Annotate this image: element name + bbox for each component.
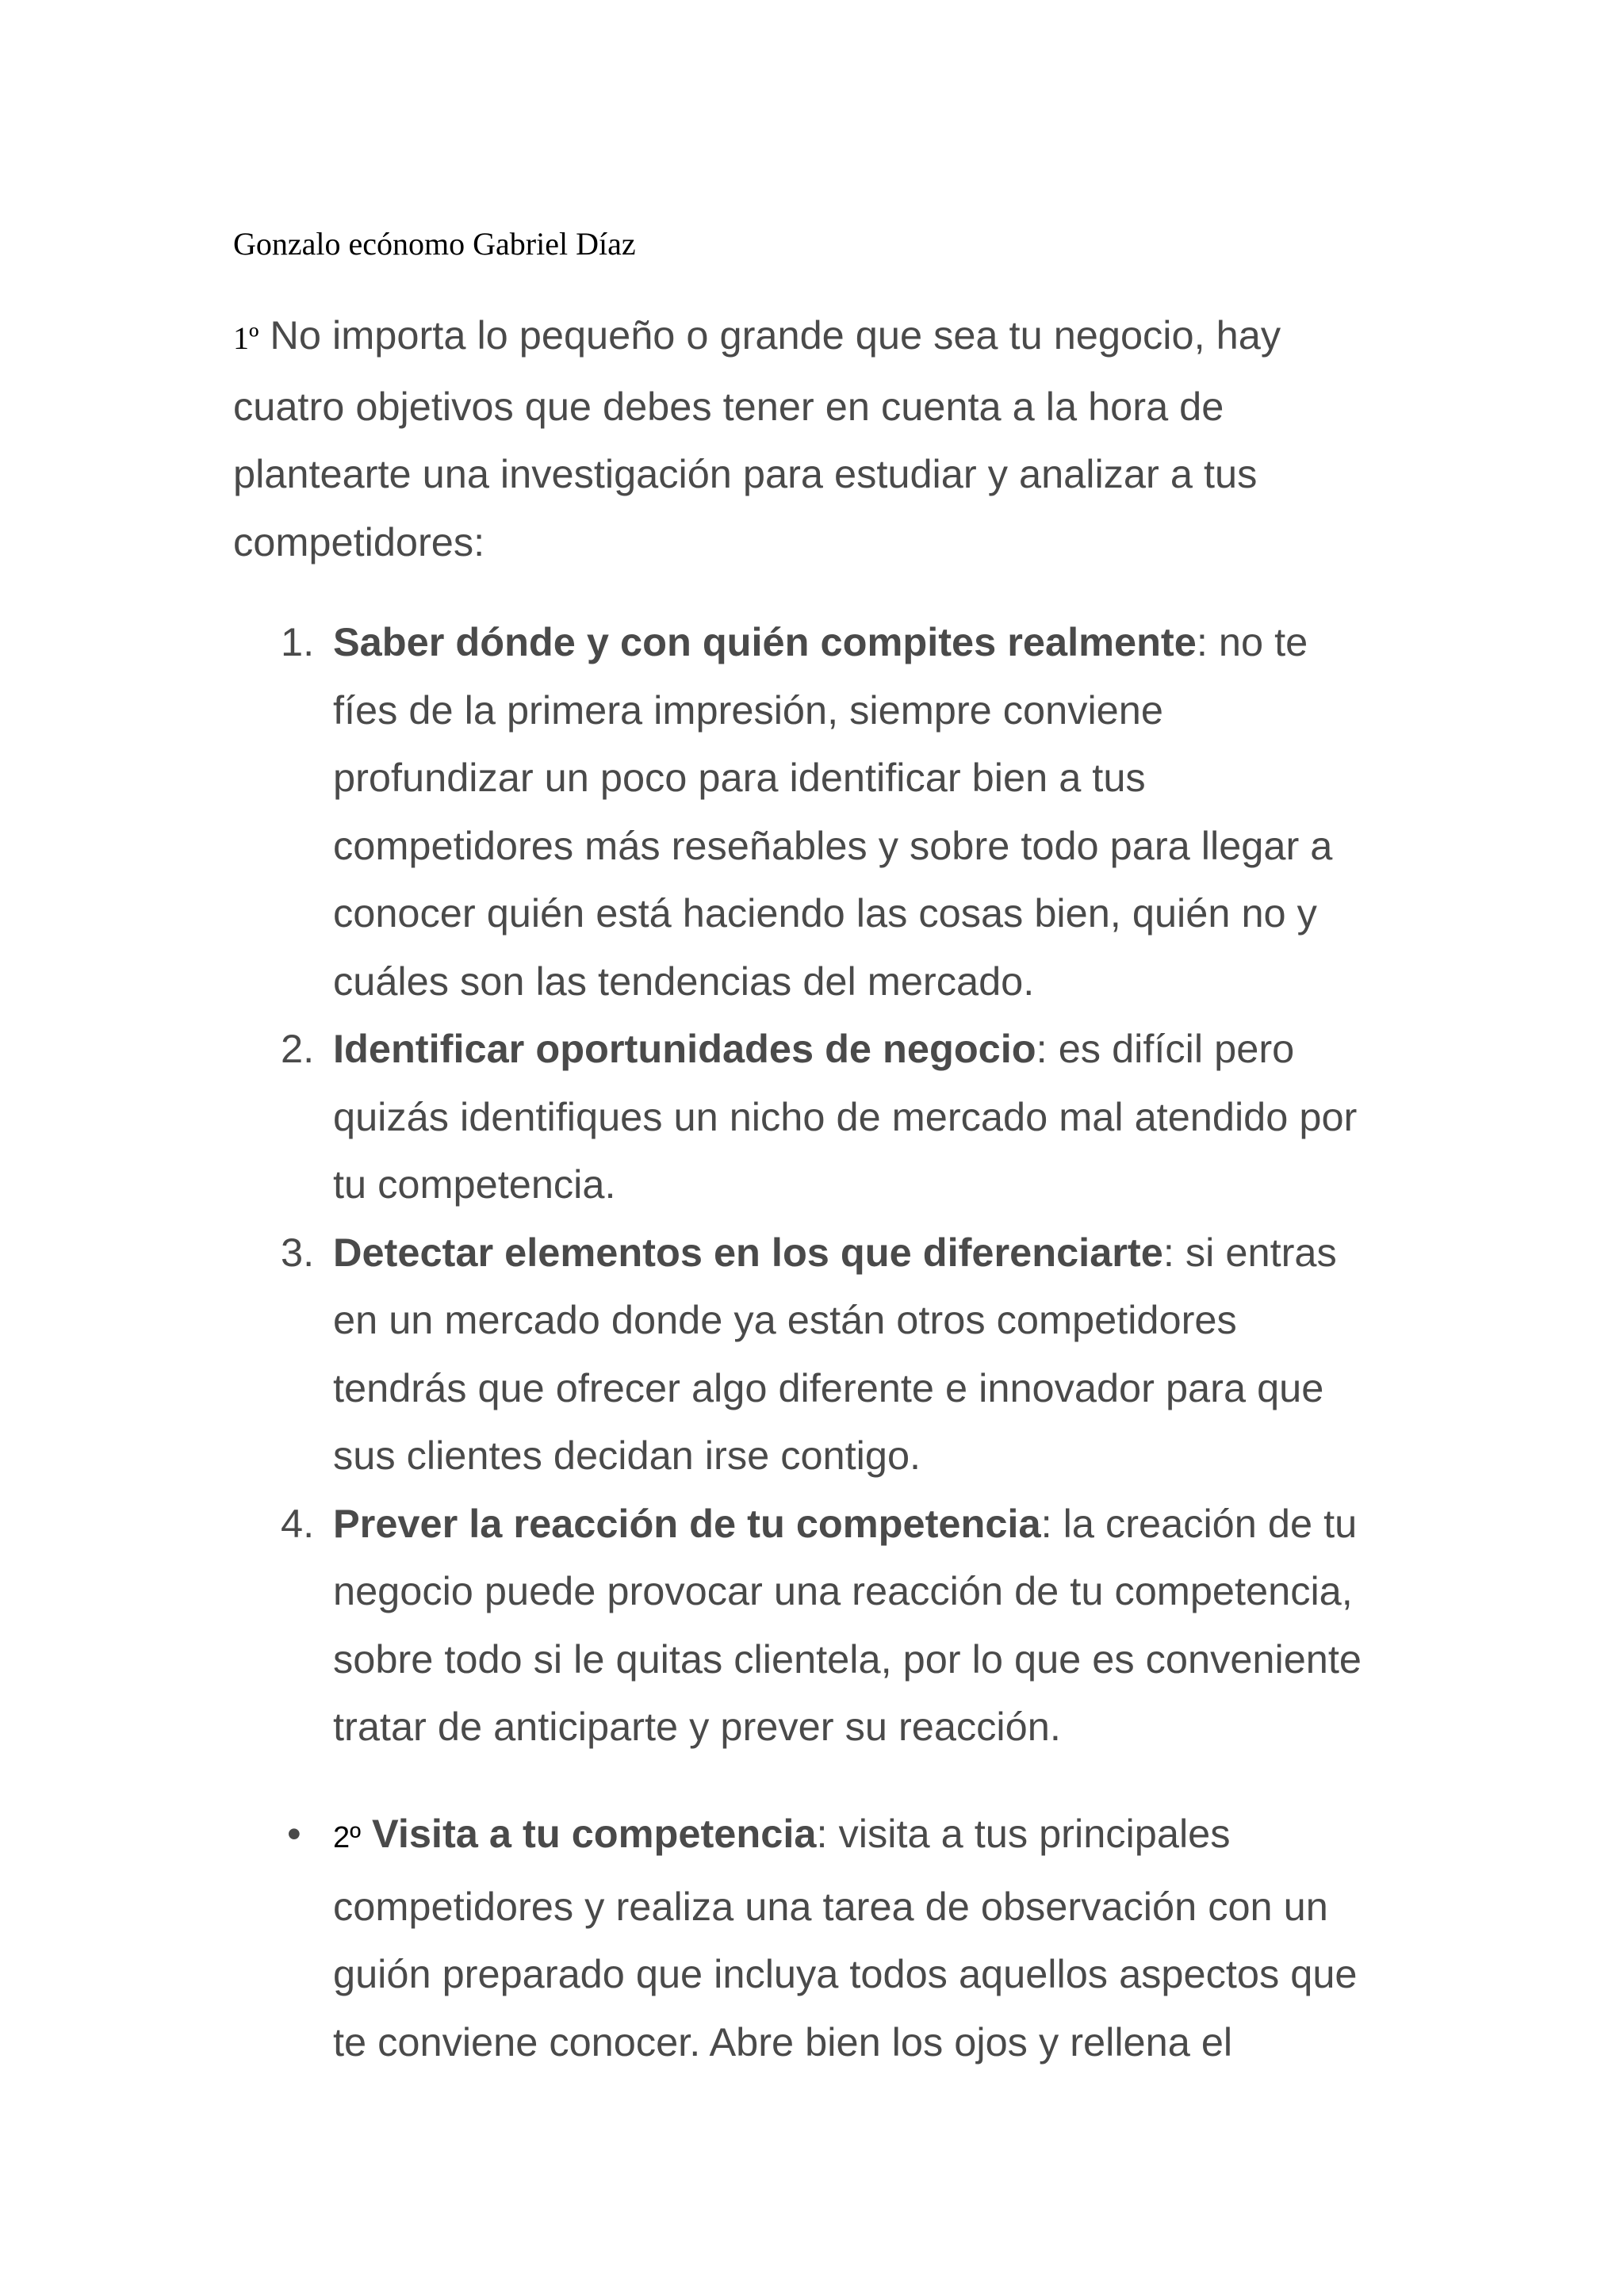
intro-paragraph	[233, 301, 1407, 576]
objective-item: 1. Saber dónde y con quién compites realmente: no te fíes de la primera impresión, siempre conviene profundizar un poco para identificar bien a tus competidores más reseñables y sobre todo para llegar a conocer quién está haciendo las cosas bien, quién no y cuáles son las tendencias del mercado.	[233, 608, 1423, 1015]
objective-number: 2.	[281, 1026, 315, 1071]
objective-item: 3. Detectar elementos en los que diferenciarte: si entras en un mercado donde ya están otros competidores tendrás que ofrecer algo diferente e innovador para que sus clientes decidan irse contigo.	[233, 1219, 1423, 1490]
objective-number: 1.	[281, 619, 315, 664]
section-title: Visita a tu competencia	[372, 1811, 817, 1856]
objective-item: 4. Prever la reacción de tu competencia: la creación de tu negocio puede provocar una reacción de tu competencia, sobre todo si le quitas clientela, por lo que es conveniente tratar de anticiparte y prever su reacción.	[233, 1490, 1423, 1761]
bullet-marker: •	[287, 1811, 301, 1856]
intro-line: plantearte una investigación para estudiar y analizar a tus	[233, 451, 1258, 496]
objectives-list	[233, 608, 1423, 1761]
objective-title: Prever la reacción de tu competencia	[333, 1500, 1041, 1546]
objective-item: 2. Identificar oportunidades de negocio: es difícil pero quizás identifiques un nicho de mercado mal atendido por tu competencia.	[233, 1015, 1423, 1219]
intro-line: 1º No importa lo pequeño o grande que sea tu negocio, hay	[233, 312, 1281, 358]
objective-number: 4.	[281, 1500, 315, 1546]
objective-number: 3.	[281, 1229, 315, 1275]
bullet-section: • 2º Visita a tu competencia: visita a tus principales competidores y realiza una tarea de observación con un guión preparado que incluya todos aquellos aspectos que te conviene conocer. Abre bien los ojos y rellena el	[233, 1800, 1423, 2076]
intro-line: competidores:	[233, 519, 485, 564]
objective-title: Identificar oportunidades de negocio	[333, 1026, 1036, 1071]
section-ordinal: 2º	[333, 1821, 362, 1854]
intro-ordinal: 1º	[233, 320, 259, 356]
objective-title: Detectar elementos en los que diferenciarte	[333, 1229, 1163, 1275]
author-name: Gonzalo ecónomo Gabriel Díaz	[233, 226, 636, 262]
intro-line: cuatro objetivos que debes tener en cuenta a la hora de	[233, 383, 1224, 429]
objective-title: Saber dónde y con quién compites realmente	[333, 619, 1197, 664]
